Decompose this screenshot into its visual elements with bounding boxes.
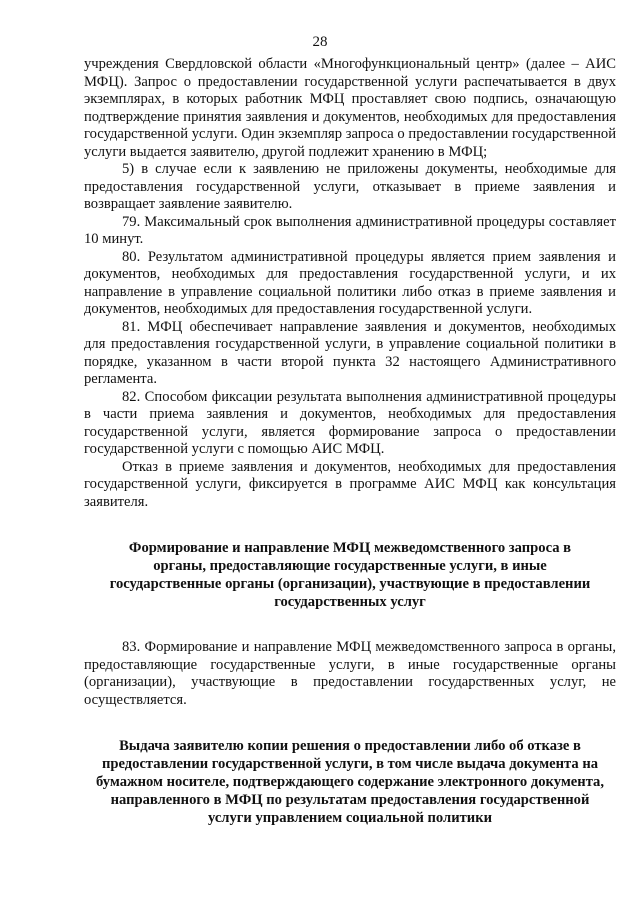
paragraph-refusal: Отказ в приеме заявления и документов, необходимых для предоставления государственной услуги, фиксируется в программе АИС МФЦ как консультация заявителя. bbox=[84, 458, 616, 510]
paragraph-continuation: учреждения Свердловской области «Многофункциональный центр» (далее – АИС МФЦ). Запрос о предоставлении государственной услуги распечатывается в двух экземплярах, в которых работник МФЦ проставляет свою подпись, означающую подтверждение принятия заявления и документов, необходимых для предоставления государственной услуги. Один экземпляр запроса о предоставлении государственной услуги выдается заявителю, другой подлежит хранению в МФЦ; bbox=[84, 56, 616, 160]
page-number: 28 bbox=[312, 34, 328, 50]
section-heading-interagency-request: Формирование и направление МФЦ межведомственного запроса в органы, предоставляющие государственные услуги, в иные государственные органы (организации), участвующие в предоставлении государственных услуг bbox=[109, 540, 591, 610]
paragraph-item-5: 5) в случае если к заявлению не приложены документы, необходимые для предоставления государственной услуги, отказывает в приеме заявления и возвращает заявление заявителю. bbox=[84, 161, 616, 212]
paragraph-82: 82. Способом фиксации результата выполнения административной процедуры в части приема заявления и документов, необходимых для предоставления государственной услуги, является формирование запроса о предоставлении государственной услуги с помощью АИС МФЦ. bbox=[84, 388, 616, 457]
paragraph-81: 81. МФЦ обеспечивает направление заявления и документов, необходимых для предоставления государственной услуги, в управление социальной политики в порядке, указанном в части второй пункта 32 настоящего Административного регламента. bbox=[84, 318, 616, 387]
paragraph-83: 83. Формирование и направление МФЦ межведомственного запроса в органы, предоставляющие государственные услуги, в иные государственные органы (организации), участвующие в предоставлении государственных услуг, не осуществляется. bbox=[84, 639, 616, 708]
section-heading-issuance: Выдача заявителю копии решения о предоставлении либо об отказе в предоставлении государственной услуги, в том числе выдача документа на бумажном носителе, подтверждающего содержание электронного документа, направленного в МФЦ по результатам предоставления государственной услуги управлением социальной политики bbox=[96, 738, 604, 826]
paragraph-80: 80. Результатом административной процедуры является прием заявления и документов, необходимых для предоставления государственной услуги, и их направление в управление социальной политики либо отказ в приеме заявления и документов, необходимых для предоставления государственной услуги. bbox=[84, 248, 616, 317]
page-body bbox=[84, 56, 616, 827]
paragraph-79: 79. Максимальный срок выполнения административной процедуры составляет 10 минут. bbox=[84, 213, 616, 247]
